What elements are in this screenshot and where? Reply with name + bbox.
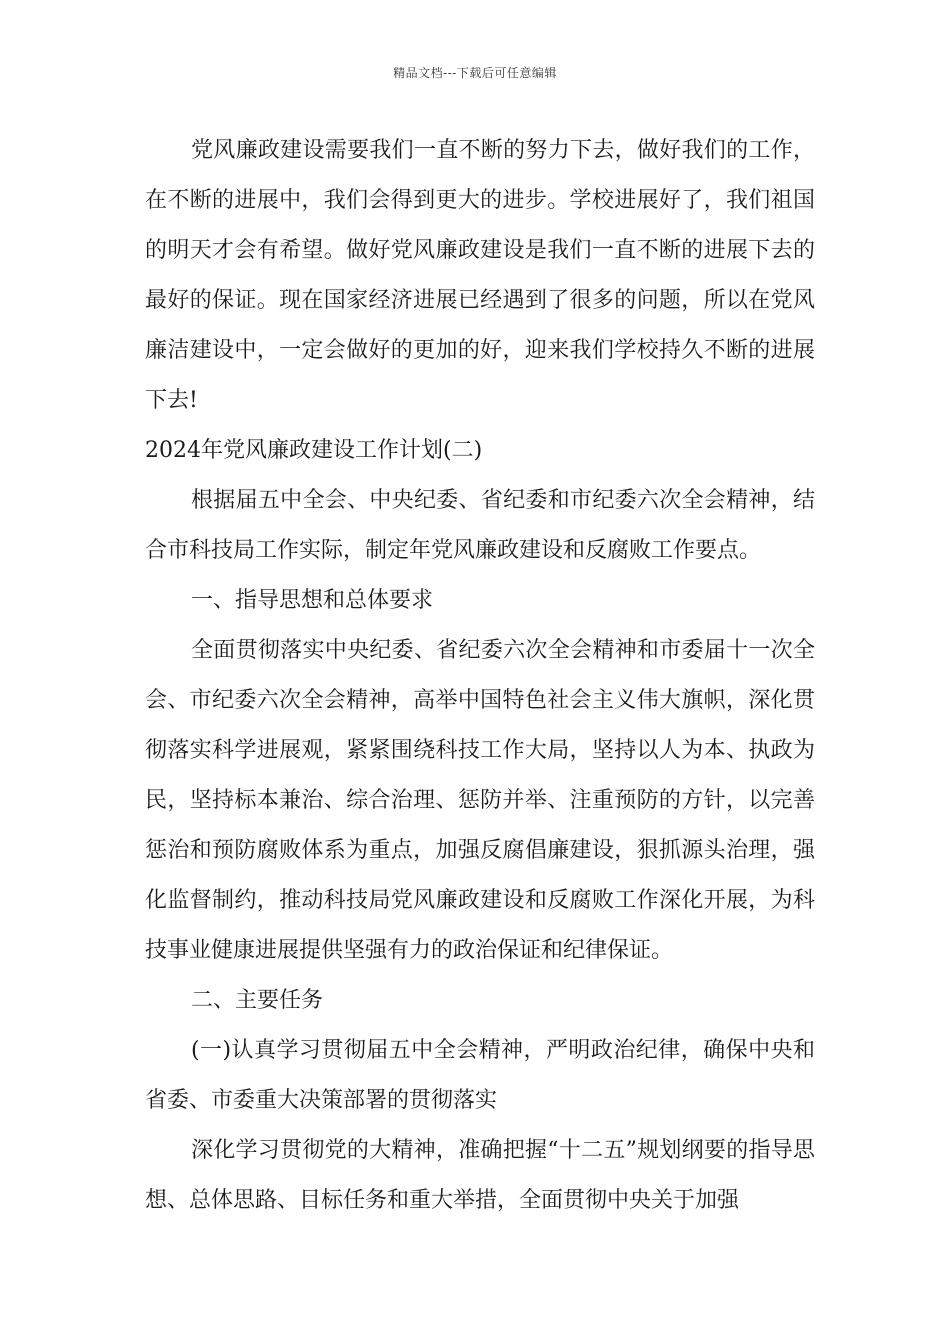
section-title: 2024年党风廉政建设工作计划(二)	[145, 438, 483, 463]
document-body	[145, 126, 815, 1226]
paragraph-task-one: 深化学习贯彻党的大精神，准确把握“十二五”规划纲要的指导思想、总体思路、目标任务和重大举措，全面贯彻中央关于加强	[145, 1138, 815, 1213]
subheading-task-one: (一)认真学习贯彻届五中全会精神，严明政治纪律，确保中央和省委、市委重大决策部署的贯彻落实	[145, 1038, 815, 1113]
heading-main-tasks: 二、主要任务	[191, 988, 324, 1013]
paragraph-intro: 根据届五中全会、中央纪委、省纪委和市纪委六次全会精神，结合市科技局工作实际，制定年党风廉政建设和反腐败工作要点。	[145, 488, 815, 563]
heading-guiding-ideology: 一、指导思想和总体要求	[191, 588, 434, 613]
page-header: 精品文档---下载后可任意编辑	[393, 66, 557, 80]
paragraph-guiding-ideology: 全面贯彻落实中央纪委、省纪委六次全会精神和市委届十一次全会、市纪委六次全会精神，高举中国特色社会主义伟大旗帜，深化贯彻落实科学进展观，紧紧围绕科技工作大局，坚持以人为本、执政为民，坚持标本兼治、综合治理、惩防并举、注重预防的方针，以完善惩治和预防腐败体系为重点，加强反腐倡廉建设，狠抓源头治理，强化监督制约，推动科技局党风廉政建设和反腐败工作深化开展，为科技事业健康进展提供坚强有力的政治保证和纪律保证。	[145, 638, 815, 963]
paragraph-closing-remarks: 党风廉政建设需要我们一直不断的努力下去，做好我们的工作，在不断的进展中，我们会得到更大的进步。学校进展好了，我们祖国的明天才会有希望。做好党风廉政建设是我们一直不断的进展下去的最好的保证。现在国家经济进展已经遇到了很多的问题，所以在党风廉洁建设中，一定会做好的更加的好，迎来我们学校持久不断的进展下去!	[145, 138, 815, 413]
